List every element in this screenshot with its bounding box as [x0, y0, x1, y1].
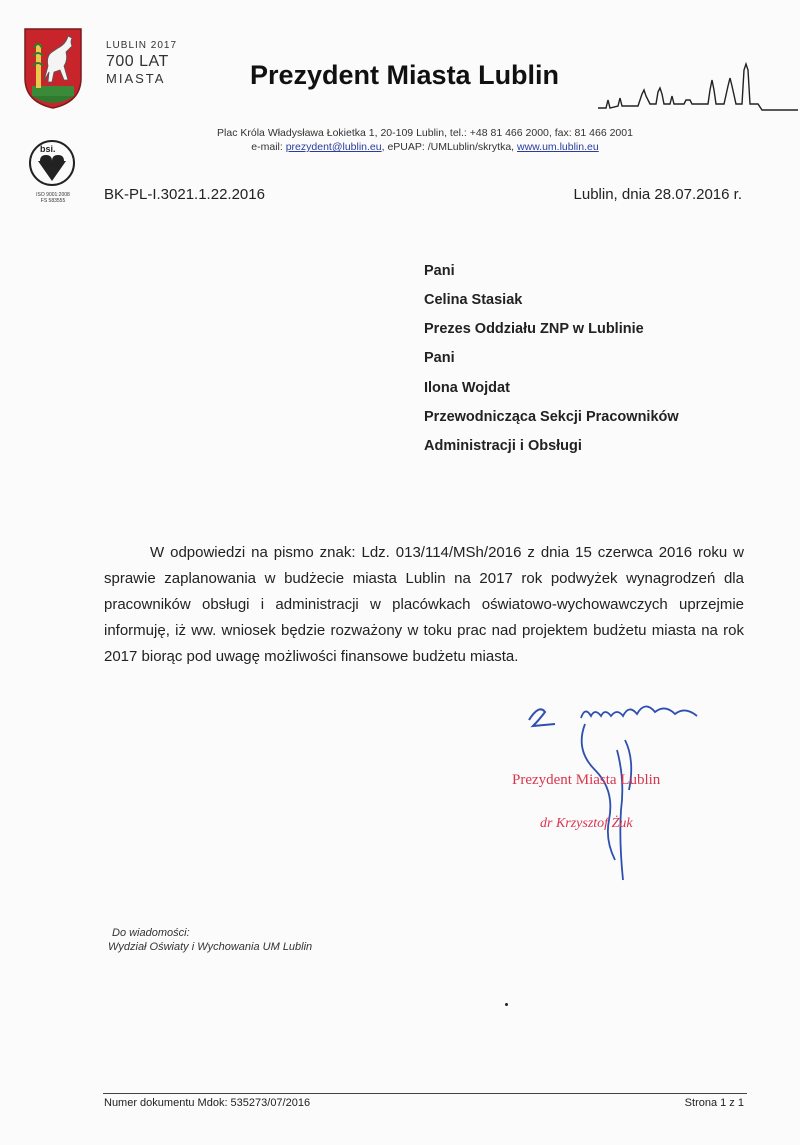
recipient-line: Pani — [424, 263, 455, 279]
anniversary-city: MIASTA — [106, 71, 166, 86]
epuap-text: , ePUAP: /UMLublin/skrytka, — [381, 141, 517, 153]
footer-divider — [103, 1093, 747, 1094]
anniversary-year: LUBLIN 2017 — [106, 40, 178, 51]
city-skyline-icon — [598, 60, 798, 120]
letterhead-title: Prezydent Miasta Lublin — [250, 60, 560, 90]
contact-line — [160, 141, 690, 153]
recipient-line: Ilona Wojdat — [424, 380, 510, 396]
website-link[interactable]: www.um.lublin.eu — [517, 141, 599, 153]
cc-value: Wydział Oświaty i Wychowania UM Lublin — [108, 941, 313, 953]
iso-standard: ISO 9001:2008 — [36, 192, 70, 198]
email-prefix: e-mail: — [251, 141, 286, 153]
recipient-line: Prezes Oddziału ZNP w Lublinie — [424, 321, 644, 337]
recipient-line: Administracji i Obsługi — [424, 438, 582, 454]
letter-body — [104, 540, 744, 670]
cc-label: Do wiadomości: — [112, 927, 190, 939]
recipient-line: Celina Stasiak — [424, 292, 523, 308]
signature-stamp-name: dr Krzysztof Żuk — [540, 816, 633, 831]
page-number: Strona 1 z 1 — [684, 1097, 744, 1109]
recipient-line: Przewodnicząca Sekcji Pracowników — [424, 409, 679, 425]
date-line: Lublin, dnia 28.07.2016 r. — [573, 186, 742, 203]
address-line: Plac Króla Władysława Łokietka 1, 20-109 Lublin, tel.: +48 81 466 2000, fax: 81 466 2001 — [217, 127, 633, 139]
recipient-line: Pani — [424, 350, 455, 366]
bsi-label: bsi. — [40, 144, 56, 154]
anniversary-years: 700 LAT — [106, 53, 169, 70]
email-link[interactable]: prezydent@lublin.eu — [285, 141, 382, 153]
reference-number: BK-PL-I.3021.1.22.2016 — [104, 186, 265, 203]
body-paragraph: W odpowiedzi na pismo znak: Ldz. 013/114/MSh/2016 z dnia 15 czerwca 2016 roku w sprawie zaplanowania w budżecie miasta Lublin na 2017 rok podwyżek wynagrodzeń dla pracowników obsługi i administracji w placówkach oświatowo-wychowawczych uprzejmie informuję, iż ww. wniosek będzie rozważony w toku prac nad projektem budżetu miasta na rok 2017 biorąc pod uwagę możliwości finansowe budżetu miasta. — [104, 544, 744, 665]
iso-number: FS 583555 — [40, 198, 66, 204]
iso-certificate — [18, 192, 88, 204]
signature-stamp-title: Prezydent Miasta Lublin — [512, 772, 661, 788]
lublin-coat-of-arms-icon — [22, 26, 84, 110]
stray-dot — [505, 1003, 508, 1006]
handwritten-signature-icon — [525, 690, 725, 890]
document-number: Numer dokumentu Mdok: 535273/07/2016 — [104, 1097, 311, 1109]
